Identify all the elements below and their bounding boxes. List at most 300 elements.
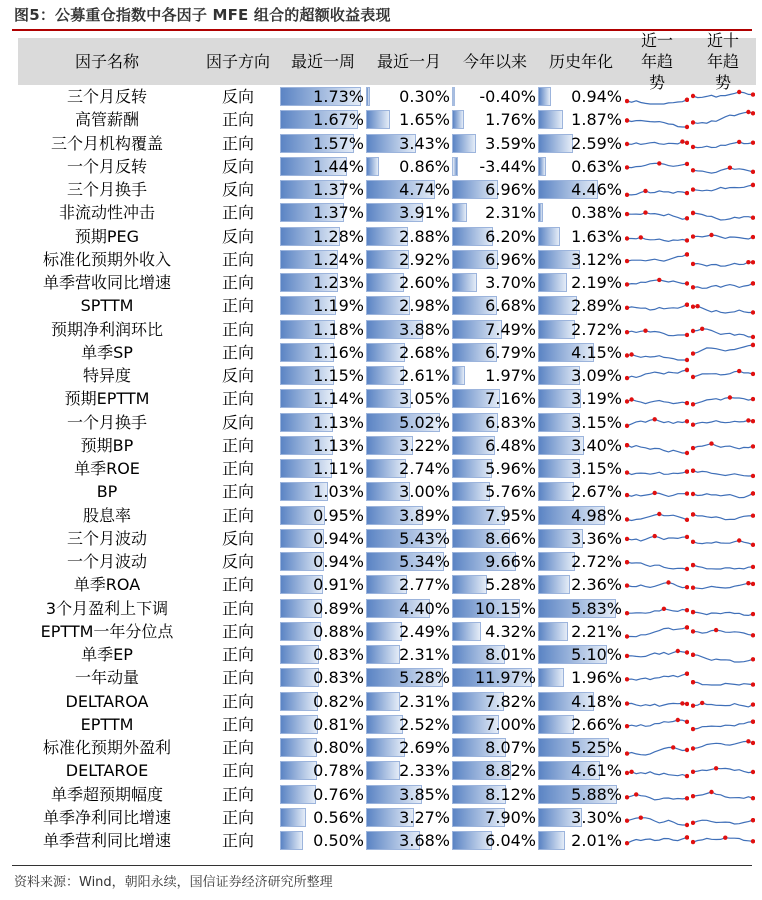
ytd-cell (452, 480, 536, 503)
sparkline-marker (685, 191, 689, 195)
sparkline-marker (751, 397, 755, 401)
sparkline-marker (751, 419, 755, 423)
annualized-value: 1.87% (571, 110, 622, 130)
last-month-bar (366, 622, 402, 641)
last-week-value: 0.91% (313, 575, 364, 595)
sparkline-marker (709, 441, 713, 445)
last-month-value: 2.31% (399, 691, 450, 711)
ytd-value: 1.97% (485, 366, 536, 385)
sparkline-marker (691, 653, 695, 657)
ytd-value: 8.01% (485, 645, 536, 664)
ytd-value: 7.49% (485, 319, 536, 339)
sparkline-path (627, 772, 687, 776)
sparkline-marker (723, 836, 727, 840)
sparkline-path (627, 213, 687, 220)
trend-sparkline-10y (691, 178, 755, 201)
ytd-cell (452, 341, 536, 364)
last-month-value: 3.05% (399, 389, 450, 409)
factor-name: 股息率 (82, 505, 131, 525)
last-week-bar (280, 785, 316, 804)
trend-sparkline-10y (691, 108, 755, 131)
sparkline-path (693, 92, 753, 98)
sparkline-path (693, 540, 753, 544)
annualized-value: 1.63% (571, 226, 622, 246)
ytd-value: 6.68% (485, 296, 536, 316)
header-last-month: 最近一月 (376, 52, 441, 71)
table-row (18, 387, 756, 410)
trend-sparkline-1y (625, 457, 689, 480)
sparkline-marker (625, 536, 629, 540)
ytd-cell (452, 108, 536, 131)
table-row (18, 759, 756, 782)
header-direction: 因子方向 (205, 52, 270, 71)
trend-sparkline-1y (625, 294, 689, 317)
sparkline-marker (653, 534, 657, 538)
last-week-value: 1.16% (313, 342, 364, 362)
ytd-value: 7.82% (485, 691, 536, 711)
last-week-cell (280, 643, 364, 666)
sparkline-marker (691, 375, 695, 379)
sparkline-path (693, 306, 753, 313)
header-1y-trend: 近一年趋势 (640, 31, 673, 92)
table-row (18, 434, 756, 457)
ytd-value: 1.76% (485, 110, 536, 130)
annualized-value: 3.12% (571, 249, 622, 269)
last-week-value: 1.37% (313, 180, 364, 199)
last-week-value: 0.56% (313, 807, 364, 827)
last-week-cell (280, 318, 364, 341)
sparkline-marker (625, 400, 629, 404)
factor-name: 预期EPTTM (64, 389, 150, 409)
last-week-value: 0.83% (313, 668, 364, 688)
last-month-value: 2.33% (399, 761, 450, 781)
table-row (18, 225, 756, 248)
last-week-value: 1.57% (313, 133, 364, 153)
sparkline-path (693, 612, 753, 615)
last-week-value: 0.78% (313, 761, 364, 781)
ytd-bar (452, 87, 455, 106)
factor-name: 特异度 (82, 366, 131, 385)
last-week-cell (280, 341, 364, 364)
last-month-cell (366, 85, 450, 108)
sparkline-marker (625, 818, 629, 822)
sparkline-marker (691, 144, 695, 148)
ytd-cell (452, 457, 536, 480)
last-month-bar (366, 692, 400, 711)
factor-name: 三个月换手 (66, 180, 147, 199)
last-month-bar (366, 715, 403, 734)
factor-direction: 反向 (221, 180, 254, 199)
table-row (18, 643, 756, 666)
last-week-value: 0.94% (313, 552, 364, 571)
sparkline-marker (625, 634, 629, 638)
last-week-value: 1.14% (313, 389, 364, 409)
ytd-bar (452, 575, 487, 594)
sparkline-marker (625, 443, 629, 447)
trend-sparkline-10y (691, 248, 755, 271)
sparkline-marker (685, 419, 689, 423)
sparkline-marker (691, 492, 695, 496)
sparkline-marker (671, 745, 675, 749)
sparkline-marker (685, 835, 689, 839)
last-week-cell (280, 294, 364, 317)
table-row (18, 690, 756, 713)
annualized-value: 0.38% (571, 203, 622, 223)
factor-name: DELTAROE (65, 761, 149, 781)
sparkline-marker (685, 608, 689, 612)
last-month-bar (366, 110, 390, 129)
ytd-value: 3.59% (485, 133, 536, 153)
annualized-cell (538, 806, 622, 829)
sparkline-marker (691, 168, 695, 172)
factor-name: 一年动量 (74, 668, 139, 688)
trend-sparkline-1y (625, 597, 689, 620)
annualized-bar (538, 622, 568, 641)
annualized-cell (538, 457, 622, 480)
sparkline-path (693, 235, 753, 239)
table-row (18, 85, 756, 108)
annualized-bar (538, 715, 574, 734)
sparkline-marker (643, 189, 647, 193)
last-month-cell (366, 364, 450, 387)
sparkline-path (627, 330, 687, 335)
sparkline-marker (685, 701, 689, 705)
sparkline-marker (676, 718, 680, 722)
factor-direction: 正向 (221, 296, 254, 316)
annualized-value: 0.63% (571, 156, 622, 176)
sparkline-marker (625, 841, 629, 845)
last-month-cell (366, 248, 450, 271)
sparkline-marker (625, 423, 629, 427)
sparkline-marker (625, 259, 629, 263)
factor-direction: 正向 (221, 459, 254, 478)
annualized-cell (538, 178, 622, 201)
trend-sparkline-10y (691, 434, 755, 457)
table-row (18, 666, 756, 689)
last-week-cell (280, 759, 364, 782)
annualized-cell (538, 504, 622, 527)
ytd-value: 5.96% (485, 459, 536, 478)
annualized-value: 0.94% (571, 87, 622, 106)
ytd-value: 8.07% (485, 738, 536, 757)
factor-direction: 反向 (221, 156, 254, 176)
sparkline-marker (629, 770, 633, 774)
last-month-value: 5.02% (399, 412, 450, 432)
table-row (18, 504, 756, 527)
annualized-cell (538, 201, 622, 224)
annualized-cell (538, 271, 622, 294)
ytd-value: -0.40% (479, 87, 536, 106)
table-row (18, 527, 756, 550)
sparkline-marker (751, 281, 755, 285)
sparkline-marker (625, 99, 629, 103)
last-week-cell (280, 550, 364, 573)
factor-direction: 正向 (221, 249, 254, 269)
factor-direction: 正向 (221, 761, 254, 781)
last-week-cell (280, 504, 364, 527)
sparkline-marker (685, 140, 689, 144)
sparkline-path (693, 420, 753, 424)
sparkline-path (693, 283, 753, 288)
factor-name: 标准化预期外收入 (42, 249, 171, 269)
factor-direction: 正向 (221, 342, 254, 362)
sparkline-path (693, 820, 753, 824)
last-month-cell (366, 480, 450, 503)
last-month-value: 3.27% (399, 807, 450, 827)
ytd-cell (452, 806, 536, 829)
sparkline-marker (625, 376, 629, 380)
trend-sparkline-1y (625, 201, 689, 224)
ytd-cell (452, 643, 536, 666)
sparkline-path (693, 514, 753, 519)
ytd-cell (452, 411, 536, 434)
sparkline-path (627, 280, 687, 285)
sparkline-path (627, 163, 687, 167)
last-week-cell (280, 573, 364, 596)
sparkline-marker (691, 211, 695, 215)
last-week-value: 1.13% (313, 435, 364, 455)
annualized-cell (538, 341, 622, 364)
trend-sparkline-10y (691, 713, 755, 736)
ytd-cell (452, 85, 536, 108)
annualized-bar (538, 273, 567, 292)
last-week-value: 0.50% (313, 831, 364, 850)
sparkline-marker (666, 581, 670, 585)
sparkline-marker (751, 657, 755, 661)
last-week-cell (280, 225, 364, 248)
factor-direction: 正向 (221, 110, 254, 130)
sparkline-marker (685, 585, 689, 589)
last-month-cell (366, 504, 450, 527)
factor-name: 单季ROE (74, 459, 140, 478)
ytd-value: 5.76% (485, 482, 536, 502)
factor-direction: 反向 (221, 226, 254, 246)
last-month-bar (366, 761, 400, 780)
table-header (18, 31, 756, 92)
annualized-cell (538, 434, 622, 457)
ytd-value: 6.48% (485, 435, 536, 455)
sparkline-marker (691, 563, 695, 567)
ytd-value: 7.95% (485, 505, 536, 525)
sparkline-marker (629, 352, 633, 356)
sparkline-marker (643, 328, 647, 332)
sparkline-marker (751, 372, 755, 376)
sparkline-path (627, 747, 687, 755)
table-row (18, 248, 756, 271)
sparkline-path (693, 769, 753, 773)
sparkline-marker (685, 823, 689, 827)
annualized-cell (538, 411, 622, 434)
trend-sparkline-1y (625, 829, 689, 852)
sparkline-marker (709, 232, 713, 236)
ytd-bar (452, 622, 481, 641)
last-week-bar (280, 738, 317, 757)
last-month-value: 2.68% (399, 342, 450, 362)
ytd-cell (452, 271, 536, 294)
factor-direction: 正向 (221, 831, 254, 850)
trend-sparkline-1y (625, 643, 689, 666)
sparkline-marker (751, 169, 755, 173)
annualized-value: 2.67% (571, 482, 622, 502)
last-month-cell (366, 527, 450, 550)
annualized-value: 2.19% (571, 273, 622, 292)
trend-sparkline-10y (691, 480, 755, 503)
annualized-bar (538, 110, 563, 129)
annualized-cell (538, 573, 622, 596)
sparkline-marker (691, 512, 695, 516)
last-month-cell (366, 736, 450, 759)
source-rule (12, 865, 752, 866)
ytd-value: 10.15% (474, 598, 536, 618)
last-month-cell (366, 271, 450, 294)
trend-sparkline-1y (625, 783, 689, 806)
trend-sparkline-10y (691, 666, 755, 689)
trend-sparkline-1y (625, 178, 689, 201)
ytd-cell (452, 550, 536, 573)
sparkline-path (627, 445, 687, 453)
sparkline-marker (751, 513, 755, 517)
sparkline-marker (700, 700, 704, 704)
last-week-cell (280, 783, 364, 806)
sparkline-marker (737, 538, 741, 542)
last-week-cell (280, 201, 364, 224)
sparkline-marker (700, 326, 704, 330)
annualized-value: 3.19% (571, 389, 622, 409)
trend-sparkline-10y (691, 201, 755, 224)
last-week-value: 0.94% (313, 528, 364, 548)
trend-sparkline-10y (691, 527, 755, 550)
table-row (18, 201, 756, 224)
factor-name: 单季营收同比增速 (42, 273, 171, 292)
sparkline-marker (625, 724, 629, 728)
trend-sparkline-1y (625, 108, 689, 131)
header-annualized: 历史年化 (548, 52, 613, 71)
annualized-bar (538, 552, 575, 571)
sparkline-marker (691, 446, 695, 450)
sparkline-path (627, 400, 687, 404)
sparkline-path (627, 141, 687, 144)
last-month-value: 5.43% (399, 528, 450, 548)
annualized-cell (538, 132, 622, 155)
last-week-value: 1.11% (313, 459, 364, 478)
last-week-bar (280, 831, 303, 850)
factor-direction: 正向 (221, 738, 254, 757)
trend-sparkline-1y (625, 225, 689, 248)
sparkline-marker (751, 474, 755, 478)
last-month-cell (366, 108, 450, 131)
trend-sparkline-1y (625, 759, 689, 782)
factor-name: 高管薪酬 (74, 110, 139, 130)
factor-direction: 正向 (221, 319, 254, 339)
trend-sparkline-10y (691, 271, 755, 294)
sparkline-marker (691, 328, 695, 332)
sparkline-path (627, 627, 687, 636)
sparkline-marker (751, 183, 755, 187)
last-month-value: 5.34% (399, 552, 450, 571)
trend-sparkline-10y (691, 504, 755, 527)
sparkline-marker (751, 92, 755, 96)
last-week-cell (280, 85, 364, 108)
trend-sparkline-1y (625, 318, 689, 341)
trend-sparkline-1y (625, 271, 689, 294)
last-month-value: 3.00% (399, 482, 450, 502)
last-week-cell (280, 411, 364, 434)
last-month-value: 2.69% (399, 738, 450, 757)
ytd-cell (452, 573, 536, 596)
ytd-cell (452, 736, 536, 759)
last-week-cell (280, 387, 364, 410)
trend-sparkline-10y (691, 318, 755, 341)
last-month-cell (366, 643, 450, 666)
sparkline-marker (662, 606, 666, 610)
last-month-value: 3.68% (399, 831, 450, 850)
trend-sparkline-10y (691, 736, 755, 759)
sparkline-marker (685, 125, 689, 129)
trend-sparkline-10y (691, 643, 755, 666)
trend-sparkline-1y (625, 411, 689, 434)
annualized-value: 2.72% (571, 552, 622, 571)
table-row (18, 713, 756, 736)
annualized-value: 4.46% (571, 180, 622, 199)
annualized-cell (538, 248, 622, 271)
sparkline-marker (657, 278, 661, 282)
annualized-value: 5.25% (571, 738, 622, 757)
sparkline-path (627, 536, 687, 541)
sparkline-marker (751, 542, 755, 546)
annualized-cell (538, 550, 622, 573)
factor-direction: 反向 (221, 87, 254, 106)
sparkline-path (627, 100, 687, 104)
last-week-value: 1.67% (313, 110, 364, 130)
last-month-cell (366, 178, 450, 201)
last-month-cell (366, 225, 450, 248)
annualized-cell (538, 387, 622, 410)
sparkline-marker (625, 611, 629, 615)
sparkline-marker (691, 402, 695, 406)
sparkline-marker (751, 216, 755, 220)
sparkline-marker (751, 334, 755, 338)
sparkline-marker (691, 770, 695, 774)
last-month-bar (366, 645, 400, 664)
sparkline-marker (685, 98, 689, 102)
last-month-cell (366, 132, 450, 155)
sparkline-path (627, 370, 687, 378)
last-week-value: 1.44% (313, 156, 364, 176)
sparkline-marker (751, 796, 755, 800)
sparkline-path (693, 721, 753, 728)
trend-sparkline-10y (691, 457, 755, 480)
annualized-value: 1.96% (571, 668, 622, 688)
annualized-cell (538, 643, 622, 666)
factor-direction: 正向 (221, 807, 254, 827)
figure-title: 图5：公募重仓指数中各因子 MFE 组合的超额收益表现 (14, 6, 391, 24)
sparkline-marker (691, 586, 695, 590)
trend-sparkline-1y (625, 341, 689, 364)
last-week-cell (280, 713, 364, 736)
ytd-value: 7.00% (485, 714, 536, 734)
trend-sparkline-10y (691, 155, 755, 178)
trend-sparkline-10y (691, 294, 755, 317)
sparkline-marker (691, 539, 695, 543)
ytd-cell (452, 294, 536, 317)
trend-sparkline-10y (691, 829, 755, 852)
sparkline-marker (625, 141, 629, 145)
annualized-cell (538, 666, 622, 689)
trend-sparkline-1y (625, 690, 689, 713)
sparkline-path (693, 371, 753, 377)
sparkline-marker (691, 680, 695, 684)
last-month-value: 1.65% (399, 110, 450, 130)
